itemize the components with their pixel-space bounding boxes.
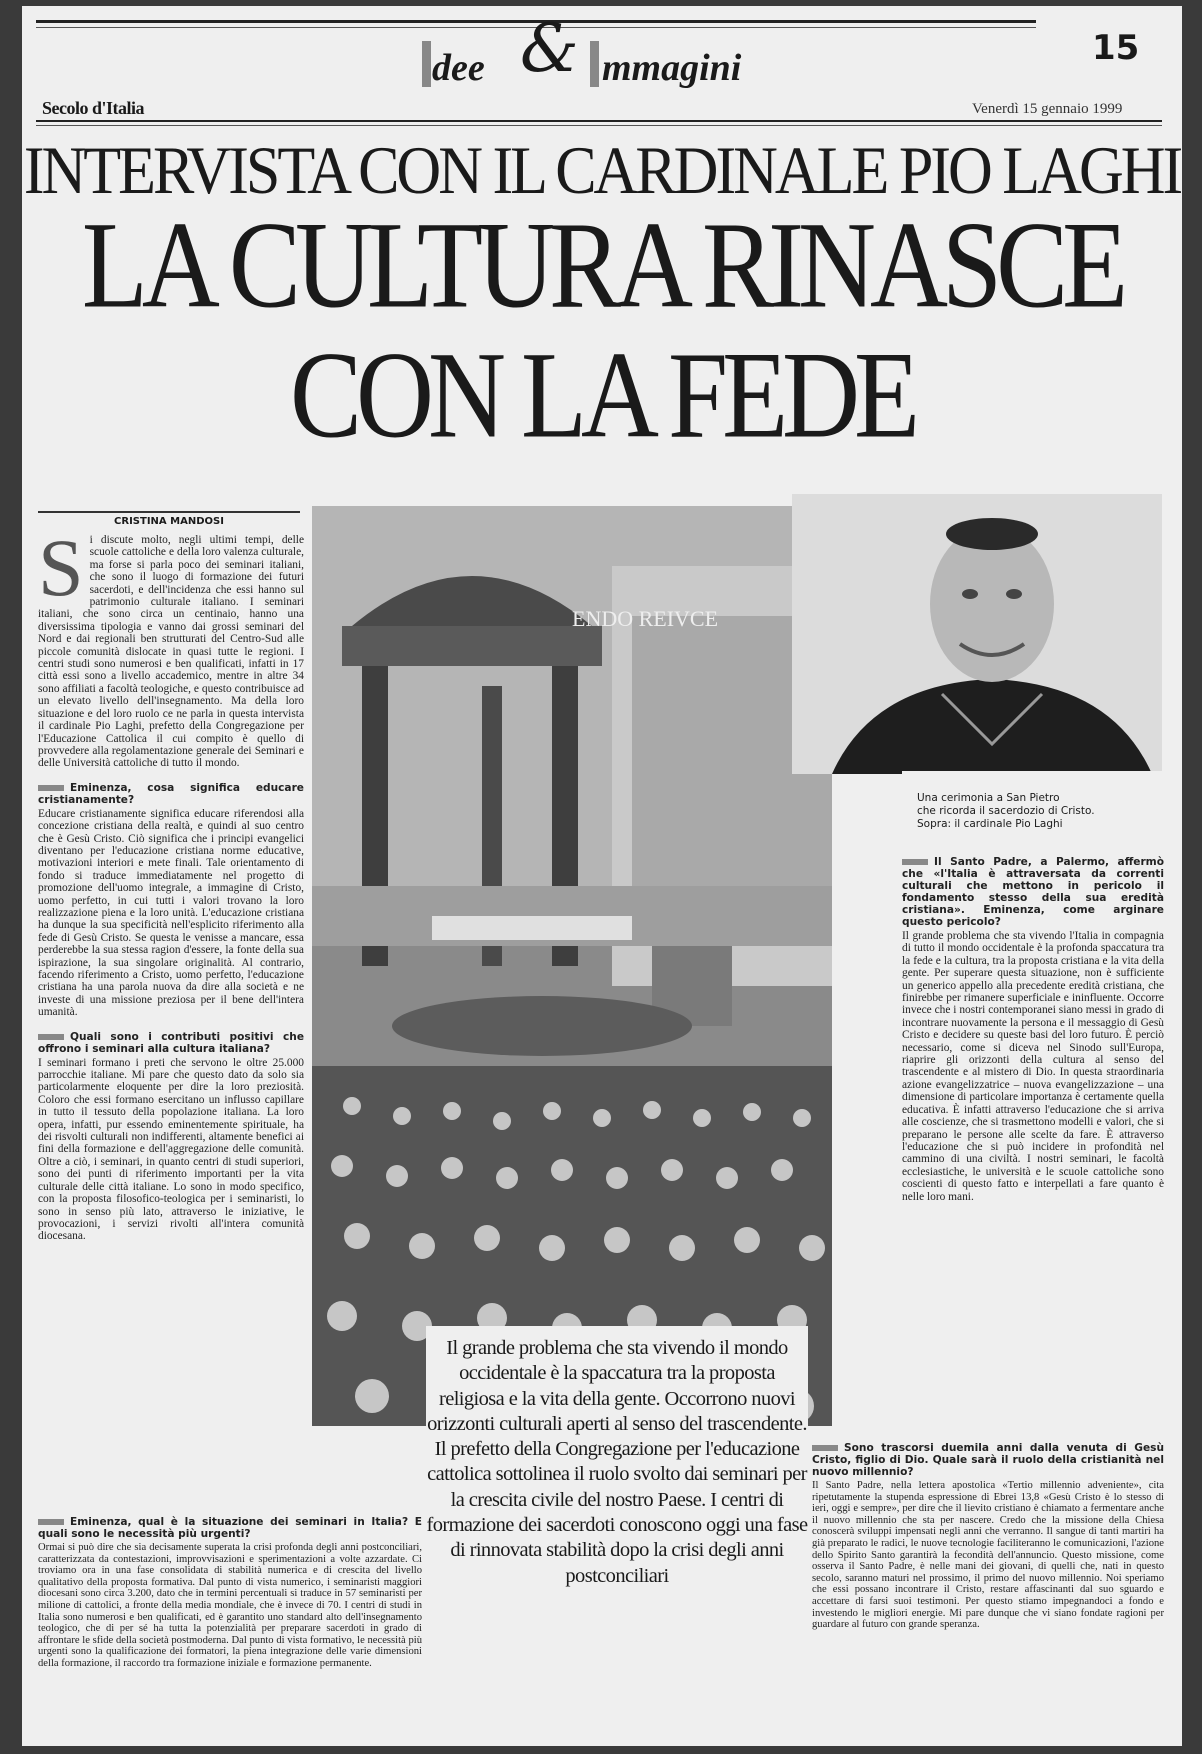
answer-1: Educare cristianamente significa educare riferendosi alla concezione cristiana della realtà, e quindi al suo centro che è Gesù Cristo. Ciò significa che i principi evangelici diventano per l'educazione cristiana norme educative, motivazioni interiori e mete finali. Tale orientamento di fondo si traduce immediatamente nel progetto di promozione dell'uomo integrale, a immagine di Cristo, uomo perfetto, in cui tutti i valori trovano la loro realizzazione piena e la loro unità. L'educazione cristiana ha dunque la sua specificità nell'esplicito riferimento alla fede di Gesù Cristo. Se questa le venisse a mancare, essa perderebbe la sua stessa ragion d'essere, la fonte della sua ispirazione, la sua singolare originalità. Al contrario, facendo riferimento a Cristo, uomo perfetto, l'educazione cristiana ha una parola nuova da dire alla società e ne investe di una missione preziosa per il bene dell'intera umanità. [38, 807, 304, 1019]
header-rule [36, 120, 1162, 122]
question-marker [812, 1445, 838, 1451]
cardinal-portrait [792, 494, 1162, 774]
main-headline-line-1: LA CULTURA RINASCE [81, 197, 1123, 334]
question-2-text: Quali sono i contributi positivi che offrono i seminari alla cultura italiana? [38, 1030, 304, 1055]
pullquote: Il grande problema che sta vivendo il mondo occidentale è la spaccatura tra la proposta religiosa e la vita della gente. Occorrono nuovi orizzonti culturali aperti al senso del trascendente. Il prefetto della Congregazione per l'educazione cattolica sottolinea il ruolo svolto dai seminari per la crescita civile del nostro Paese. I centri di formazione dei sacerdoti conoscono oggi una fase di rinnovata stabilità dopo la crisi degli anni postconciliari [426, 1337, 808, 1587]
rubric-word-1: dee [432, 47, 485, 89]
article-block-bottom-right [812, 1442, 1164, 1631]
dateline: Venerdì 15 gennaio 1999 [972, 101, 1123, 117]
question-3 [38, 1516, 422, 1540]
caption-line-3: Sopra: il cardinale Pio Laghi [917, 818, 1063, 830]
article-column-right [902, 856, 1164, 1203]
ceremony-photo-illustration [312, 506, 832, 1426]
answer-5: Il Santo Padre, nella lettera apostolica «Tertio millennio adveniente», cita ripetutamente la stupenda espressione di Ebrei 13,8 «Gesù Cristo è lo stesso di ieri, oggi e sempre», per dire che il lievito cristiano è chiamato a fermentare anche il nuovo millennio che sta per nascere. Credo che la missione della Chiesa conoscerà sviluppi impensati negli anni che verranno. Il sangue di tanti martiri ha già preparato le radici, le nuove tecnologie faciliteranno le comunicazioni, l'azione dello Spirito Santo garantirà la fecondità dell'annuncio. Questo missione, come osserva il Santo Padre, è nelle mani dei giovani, di quelli che, nati in questo secolo, saranno maturi nel prossimo, il primo del nuovo millennio. Noi speriamo che essi possano incontrare il Cristo, restare affascinanti dal suo sguardo e accettare di farsi suoi testimoni. Per questo stiamo impegnandoci a fondo e investendo le migliori energie. Mi pare dunque che vi siano fondate ragioni per guardare al futuro con grande speranza. [812, 1480, 1164, 1631]
article-column-left [38, 522, 304, 1243]
rubric-ampersand: & [520, 10, 579, 87]
question-3-text: Eminenza, qual è la situazione dei seminari in Italia? E quali sono le necessità più urgenti? [38, 1516, 422, 1540]
intro-text: i discute molto, negli ultimi tempi, delle scuole cattoliche e della loro valenza culturale, ma forse si parla poco dei seminari italiani, che sono il luogo di formazione dei futuri sacerdoti, e dell'incidenza che essi hanno sul patrimonio culturale italiano. I seminari italiani, che sono circa un centinaio, hanno una diversissima tipologia e vanno dai grossi seminari del Nord e dai regionali ben strutturati del Centro-Sud alle piccole comunità dislocate in quasi tutte le regioni. I centri studi sono numerosi e ben qualificati, infatti in 17 città essi sono a livello accademico, mentre in altre 34 sono affiliati a facoltà teologiche, e questo contribuisce ad un elevato livello dell'insegnamento. Ma della loro situazione e del loro ruolo ce ne parla in questa intervista il cardinale Pio Laghi, prefetto della Congregazione per l'Educazione Cattolica il cui compito è quello di provvedere alla regolamentazione generale dei Seminari e delle Università cattoliche di tutto il mondo. [38, 534, 304, 770]
newspaper-page [22, 6, 1182, 1746]
byline: CRISTINA MANDOSI [114, 516, 224, 527]
kicker-headline: INTERVISTA CON IL CARDINALE PIO LAGHI [23, 133, 1181, 209]
rubric-word-2: mmagini [602, 47, 742, 89]
question-5-text: Sono trascorsi duemila anni dalla venuta di Gesù Cristo, figlio di Dio. Quale sarà il ruolo della cristianità nel nuovo millennio? [812, 1442, 1164, 1478]
answer-3: Ormai si può dire che sia decisamente superata la crisi profonda degli anni postconciliari, caratterizzata da contestazioni, improvvisazioni e sperimentazioni a volte azzardate. Ci troviamo ora in una fase consolidata di stabilità numerica e di crescita del livello qualitativo della proposta formativa. Dal punto di vista numerico, i seminaristi maggiori diocesani sono circa 3.200, dato che in termini percentuali si traduce in 57 seminaristi per milione di cattolici, a fronte della media mondiale, che è invece di 70. I centri di studi in Italia sono numerosi e ben qualificati, ed è garantito uno standard alto dell'insegnamento teologico, che di per sé ha tutta la potenzialità per preparare sacerdoti in grado di affrontare le sfide della società postmoderna. Dal punto di vista formativo, le necessità più urgenti sono la qualificazione dei formatori, la piena integrazione delle varie dimensioni della formazione, il raccordo tra formazione iniziale e formazione permanente. [38, 1542, 422, 1669]
caption-line-1: Una cerimonia a San Pietro [917, 792, 1060, 804]
rubric-bar-right [590, 41, 599, 87]
article-intro [38, 522, 304, 770]
question-marker [38, 785, 64, 791]
photo-inscription: ENDO REIVCE [572, 606, 719, 631]
ceremony-photo [312, 506, 832, 1426]
header-rule-thin [36, 125, 1162, 126]
question-2 [38, 1031, 304, 1055]
question-marker [902, 859, 928, 865]
question-5 [812, 1442, 1164, 1478]
caption-line-2: che ricorda il sacerdozio di Cristo. [917, 805, 1095, 817]
answer-4: Il grande problema che sta vivendo l'Italia in compagnia di tutto il mondo occidentale è la profonda spaccatura tra la fede e la cultura, tra la proposta cristiana e la vita della gente. Per superare questa situazione, non è sufficiente un generico appello alla precedente eredità cristiana, che finirebbe per rimanere superficiale e ininfluente. Occorre invece che i nostri contemporanei siano messi in grado di incontrare nuovamente la persona e il messaggio di Gesù Cristo e decidere su queste basi del loro futuro. È perciò necessario, come si diceva nel Sinodo sull'Europa, riaprire gli orizzonti della cultura al senso del trascendente e al mistero di Dio. In questa straordinaria azione evangelizzatrice – nuova evangelizzazione – una dimensione di particolare importanza è certamente quella educativa. È infatti attraverso l'educazione che si arriva alle coscienze, che si trasmettono modelli e valori, che si preparano le persone alle scelte da fare. È attraverso l'educazione che si può incidere in profondità nel cammino di una civiltà. I nostri seminari, le facoltà ecclesiastiche, le università e le scuole cattoliche sono coscienti di questo fatto e interpellati a fare quanto è nelle loro mani. [902, 930, 1164, 1203]
masthead: Secolo d'Italia [42, 98, 145, 118]
question-1 [38, 782, 304, 806]
question-1-text: Eminenza, cosa significa educare cristianamente? [38, 781, 304, 806]
drop-cap: S [38, 522, 84, 613]
answer-2: I seminari formano i preti che servono le oltre 25.000 parrocchie italiane. Mi pare che questo dato da solo sia particolarmente eloquente per dire la loro preziosità. Coloro che essi formano esercitano un influsso capillare in tutto il tessuto della popolazione italiana. La loro opera, infatti, pur essendo eminentemente spirituale, ha dei risvolti culturali non indifferenti, altamente benefici ai fini della formazione e dell'aggregazione delle comunità. Oltre a ciò, i seminari, in quanto centri di studi superiori, sono dei punti di riferimento importanti per la vita culturale delle città italiane. Lo sono in modo specifico, con la proposta filosofico-teologica per i seminaristi, lo sono in senso più lato, attraverso le iniziative, le provocazioni, i servizi rivolti all'intera comunità diocesana. [38, 1056, 304, 1243]
byline-rule [38, 511, 300, 513]
portrait-illustration [792, 494, 1162, 774]
question-marker [38, 1034, 64, 1040]
photo-caption [917, 792, 1157, 831]
section-rubric [402, 10, 822, 96]
article-block-bottom-left [38, 1516, 422, 1670]
rubric-bar-left [422, 41, 431, 87]
question-4-text: Il Santo Padre, a Palermo, affermò che «l'Italia è attraversata da correnti culturali che mettono in pericolo il fondamento stesso della sua eredità cristiana». Eminenza, come arginare questo pericolo? [902, 856, 1164, 928]
question-4 [902, 856, 1164, 928]
page-number: 15 [1092, 28, 1140, 68]
main-headline-line-2: CON LA FEDE [289, 327, 915, 464]
question-marker [38, 1519, 64, 1525]
